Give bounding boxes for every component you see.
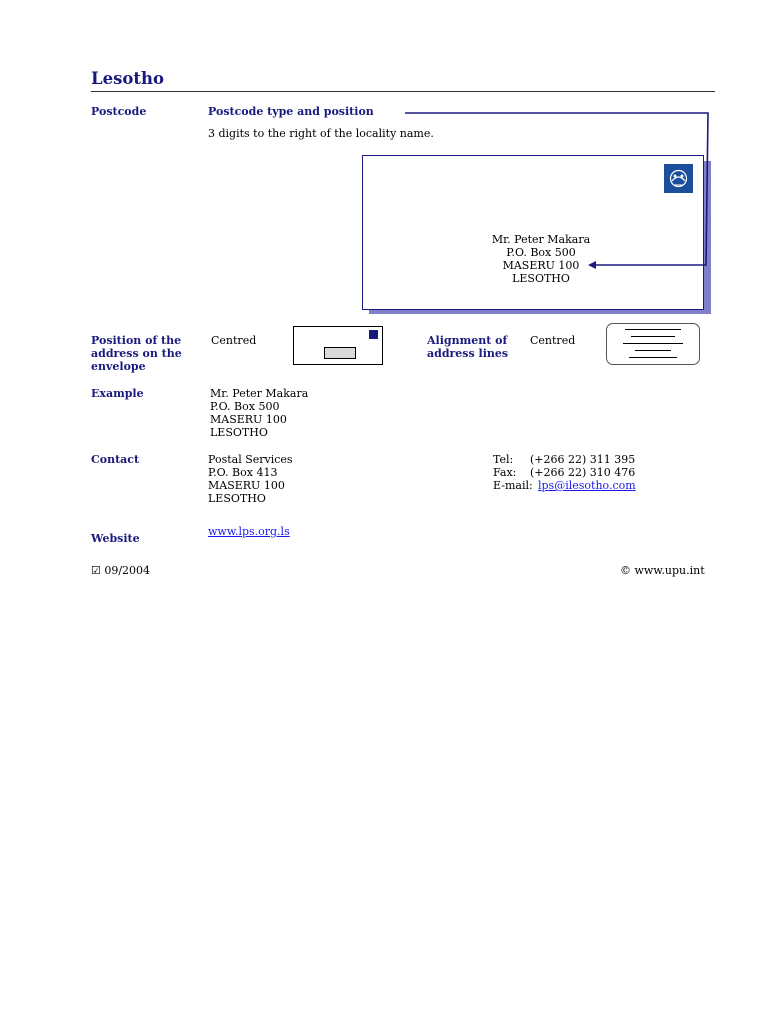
mini-address-block-icon bbox=[324, 347, 356, 359]
envelope-address-line: Mr. Peter Makara bbox=[491, 233, 591, 246]
envelope-address-line: P.O. Box 500 bbox=[506, 246, 576, 259]
contact-fax-label: Fax: bbox=[493, 466, 517, 479]
contact-tel: (+266 22) 311 395 bbox=[530, 453, 636, 466]
contact-tel-label: Tel: bbox=[493, 453, 514, 466]
footer-date: ☑ 09/2004 bbox=[91, 564, 151, 577]
example-label: Example bbox=[91, 387, 144, 400]
contact-fax: (+266 22) 310 476 bbox=[530, 466, 636, 479]
contact-address: Postal Services P.O. Box 413 MASERU 100 LESOTHO bbox=[208, 453, 293, 505]
page-title: Lesotho bbox=[91, 69, 165, 88]
alignment-value: Centred bbox=[530, 334, 576, 347]
mini-stamp-icon bbox=[369, 330, 378, 339]
website-link[interactable]: www.lps.org.ls bbox=[208, 525, 290, 538]
postcode-description: 3 digits to the right of the locality name. bbox=[208, 127, 434, 140]
alignment-label: Alignment of address lines bbox=[427, 334, 509, 360]
envelope-address-line: MASERU 100 bbox=[502, 259, 580, 272]
position-label: Position of the address on the envelope bbox=[91, 334, 182, 373]
postcode-label: Postcode bbox=[91, 105, 147, 118]
website-label: Website bbox=[91, 532, 140, 545]
example-address: Mr. Peter Makara P.O. Box 500 MASERU 100 LESOTHO bbox=[210, 387, 309, 439]
postcode-type-heading: Postcode type and position bbox=[208, 105, 374, 118]
footer-copyright: © www.upu.int bbox=[620, 564, 705, 577]
contact-email-link[interactable]: lps@ilesotho.com bbox=[538, 479, 636, 492]
contact-label: Contact bbox=[91, 453, 140, 466]
centred-alignment-icon bbox=[606, 323, 700, 365]
contact-email-label: E-mail: bbox=[493, 479, 533, 492]
position-value: Centred bbox=[211, 334, 257, 347]
envelope-address-line: LESOTHO bbox=[512, 272, 570, 285]
